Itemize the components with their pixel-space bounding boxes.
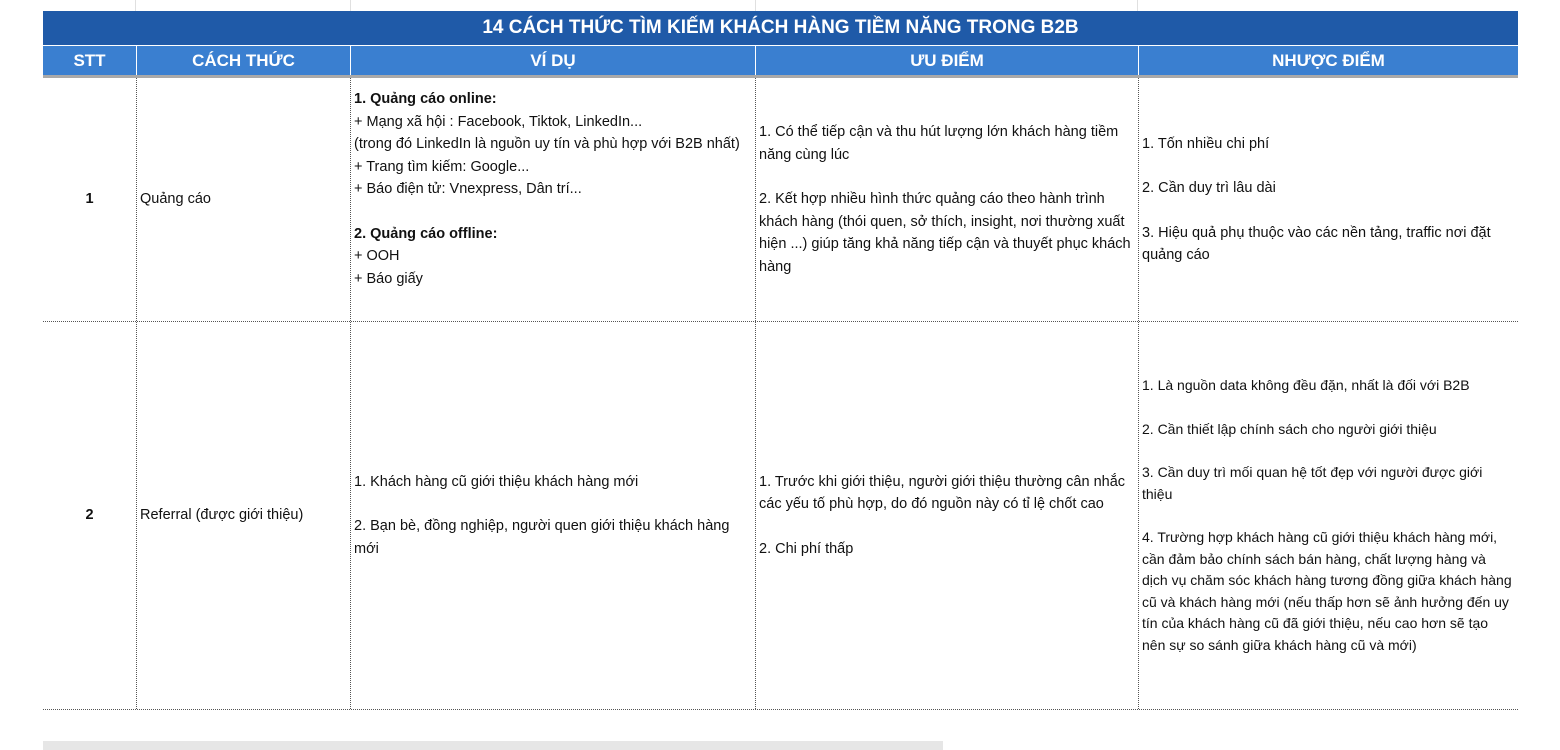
stt-value: 2 [85,507,94,524]
example-heading: 1. Quảng cáo online: [354,91,497,107]
header-stt[interactable]: STT [43,46,137,75]
pro-item: 1. Có thể tiếp cận và thu hút lượng lớn khách hàng tiềm năng cùng lúc [759,124,1123,163]
example-line: (trong đó LinkedIn là nguồn uy tín và phù hợp với B2B nhất) [354,136,740,152]
con-item: 2. Cần thiết lập chính sách cho người giới thiệu [1142,420,1437,437]
con-item: 3. Cần duy trì mối quan hệ tốt đẹp với người được giới thiệu [1142,464,1487,502]
example-line: 1. Khách hàng cũ giới thiệu khách hàng mới [354,473,639,490]
example-line: + Báo giấy [354,270,423,287]
cell-stt[interactable] [43,78,137,321]
pro-item: 1. Trước khi giới thiệu, người giới thiệu thường cân nhắc các yếu tố phù hợp, do đó nguồn này có tỉ lệ chốt cao [759,473,1130,513]
con-item: 3. Hiệu quả phụ thuộc vào các nền tảng, traffic nơi đặt quảng cáo [1142,224,1495,263]
con-item: 1. Tốn nhiều chi phí [1142,135,1270,152]
gridline [1137,0,1138,11]
gridline [135,0,136,11]
method-value: Referral (được giới thiệu) [140,507,304,524]
stt-value: 1 [85,191,94,208]
con-item: 2. Cần duy trì lâu dài [1142,180,1276,196]
table-title[interactable]: 14 CÁCH THỨC TÌM KIẾM KHÁCH HÀNG TIỀM NĂNG TRONG B2B [43,11,1518,46]
example-line: 2. Bạn bè, đồng nghiệp, người quen giới thiệu khách hàng mới [354,518,734,557]
con-item: 1. Là nguồn data không đều đặn, nhất là đối với B2B [1142,377,1470,393]
header-pros[interactable]: ƯU ĐIỂM [756,46,1139,75]
cell-examples[interactable] [351,322,756,709]
method-value: Quảng cáo [140,191,211,208]
cell-method[interactable] [137,78,351,321]
cell-cons[interactable] [1139,78,1518,321]
header-row [43,46,1518,78]
header-method[interactable]: CÁCH THỨC [137,46,351,75]
cell-cons[interactable] [1139,322,1518,709]
example-heading: 2. Quảng cáo offline: [354,225,498,242]
cell-pros[interactable] [756,322,1139,709]
pro-item: 2. Kết hợp nhiều hình thức quảng cáo theo hành trình khách hàng (thói quen, sở thích, insight, nơi thường xuất hiện ...) giúp tăng khả năng tiếp cận và thuyết phục khách hàng [759,191,1135,275]
gridline [350,0,351,11]
header-examples[interactable]: VÍ DỤ [351,46,756,75]
horizontal-scrollbar[interactable] [43,741,943,750]
con-item: 4. Trường hợp khách hàng cũ giới thiệu khách hàng mới, cần đảm bảo chính sách bán hàng, chất lượng hàng và dịch vụ chăm sóc khách hàng tương đồng giữa khách hàng cũ và khách hàng mới (nếu thấp hơn sẽ ảnh hưởng đến uy tín của khách hàng cũ đã giới thiệu, nếu cao hơn sẽ tạo nên sự so sánh giữa khách hàng cũ và mới) [1142,529,1516,653]
cell-method[interactable] [137,322,351,709]
cell-pros[interactable] [756,78,1139,321]
table-row [43,78,1518,322]
b2b-methods-table [43,11,1518,710]
pro-item: 2. Chi phí thấp [759,540,854,557]
header-cons[interactable]: NHƯỢC ĐIỂM [1272,50,1385,70]
cell-stt[interactable] [43,322,137,709]
gridline [755,0,756,11]
cell-examples[interactable] [351,78,756,321]
example-line: + Mạng xã hội : Facebook, Tiktok, LinkedIn... [354,113,643,130]
example-line: + OOH [354,248,400,264]
table-row [43,322,1518,710]
example-line: + Báo điện tử: Vnexpress, Dân trí... [354,181,582,197]
example-line: + Trang tìm kiếm: Google... [354,158,530,175]
